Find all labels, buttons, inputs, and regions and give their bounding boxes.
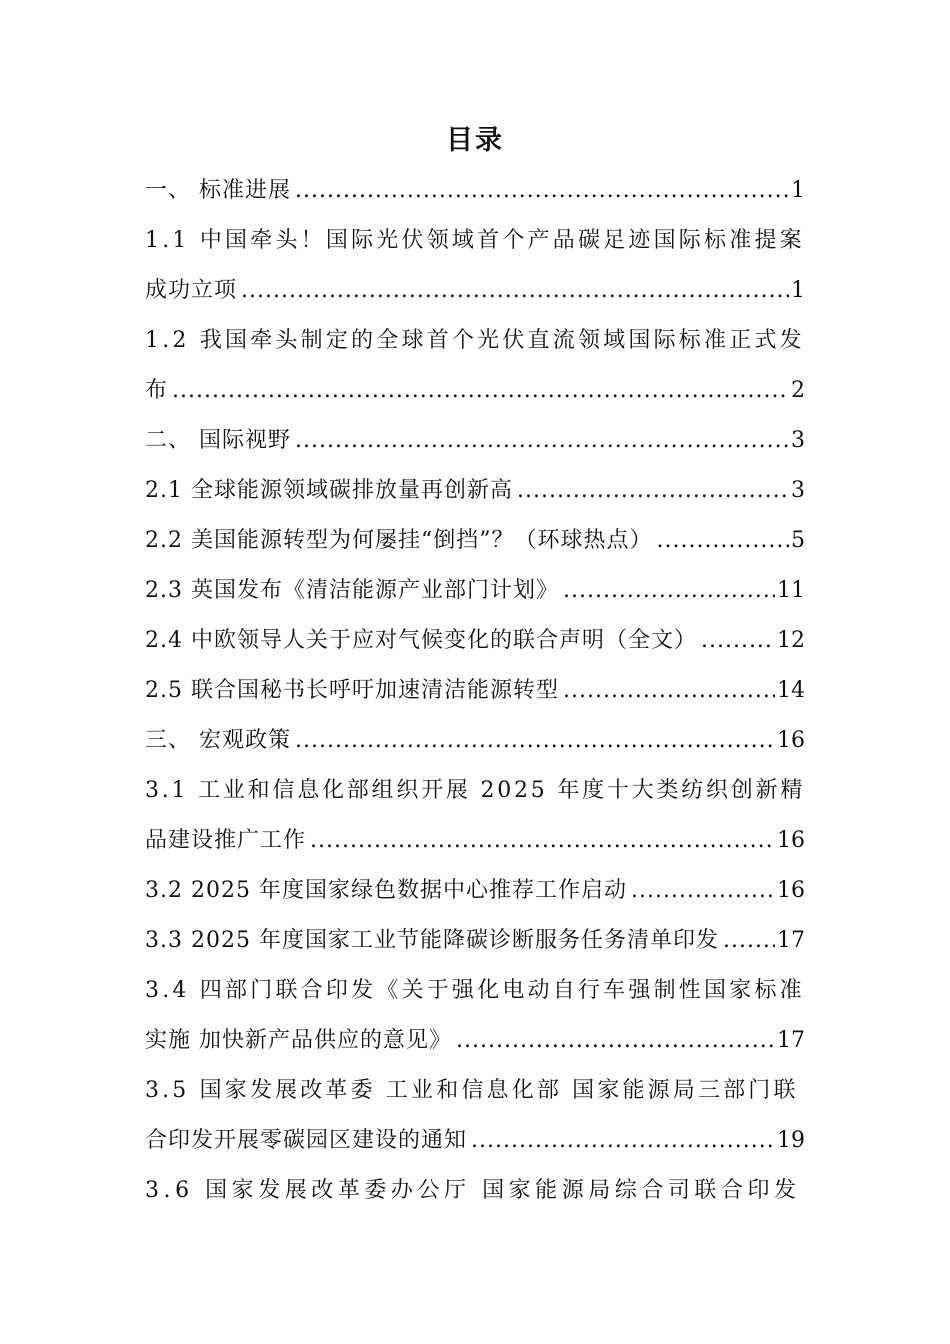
toc-dot-leader	[241, 266, 789, 316]
toc-entry-text: 3.6 国家发展改革委办公厅 国家能源局综合司联合印发	[145, 1178, 801, 1203]
toc-page-number: 14	[777, 678, 805, 703]
toc-entry-text: 布	[145, 378, 169, 403]
toc-page-number: 12	[777, 628, 805, 653]
toc-entry[interactable]	[145, 666, 805, 716]
toc-page-number: 16	[777, 878, 805, 903]
toc-page-number: 2	[791, 378, 805, 403]
toc-dot-leader	[295, 716, 775, 766]
toc-entry[interactable]	[145, 366, 805, 416]
toc-page-number: 3	[791, 428, 805, 453]
toc-entry[interactable]	[145, 716, 805, 766]
toc-dot-leader	[631, 866, 775, 916]
toc-entry-text: 二、 国际视野	[145, 428, 291, 453]
toc-entry[interactable]	[145, 1016, 805, 1066]
toc-page-number: 19	[777, 1128, 805, 1153]
toc-entry-text: 合印发开展零碳园区建设的通知	[145, 1128, 468, 1153]
toc-entry[interactable]	[145, 466, 805, 516]
toc-entry[interactable]	[145, 516, 805, 566]
toc-page-number: 16	[777, 728, 805, 753]
toc-entry-text: 3.3 2025 年度国家工业节能降碳诊断服务任务清单印发	[145, 928, 719, 953]
toc-entry-text: 1.1 中国牵头！国际光伏领域首个产品碳足迹国际标准提案	[145, 228, 805, 253]
toc-entry-text: 2.5 联合国秘书长呼吁加速清洁能源转型	[145, 678, 559, 703]
toc-dot-leader	[656, 516, 789, 566]
toc-entry-text: 2.3 英国发布《清洁能源产业部门计划》	[145, 578, 559, 603]
toc-dot-leader	[456, 1016, 775, 1066]
toc-entry[interactable]	[145, 166, 805, 216]
toc-page-number: 11	[777, 578, 805, 603]
toc-page-number: 5	[791, 528, 805, 553]
table-of-contents	[145, 166, 805, 1216]
toc-entry[interactable]	[145, 866, 805, 916]
toc-page-number: 17	[777, 928, 805, 953]
toc-entry-text: 一、 标准进展	[145, 178, 291, 203]
toc-dot-leader	[723, 916, 775, 966]
toc-entry-text: 实施 加快新产品供应的意见》	[145, 1028, 452, 1053]
toc-entry[interactable]	[145, 316, 805, 366]
toc-page-number: 17	[777, 1028, 805, 1053]
toc-page-number: 16	[777, 828, 805, 853]
toc-entry-text: 2.2 美国能源转型为何屡挂“倒挡”？（环球热点）	[145, 528, 653, 553]
toc-entry-text: 2.1 全球能源领域碳排放量再创新高	[145, 478, 513, 503]
toc-dot-leader	[295, 416, 789, 466]
toc-dot-leader	[471, 1116, 775, 1166]
toc-entry-text: 1.2 我国牵头制定的全球首个光伏直流领域国际标准正式发	[145, 328, 805, 353]
toc-dot-leader	[563, 566, 775, 616]
toc-entry-text: 2.4 中欧领导人关于应对气候变化的联合声明（全文）	[145, 628, 697, 653]
toc-dot-leader	[517, 466, 789, 516]
toc-entry[interactable]	[145, 916, 805, 966]
toc-entry-text: 3.4 四部门联合印发《关于强化电动自行车强制性国家标准	[145, 978, 805, 1003]
toc-dot-leader	[563, 666, 775, 716]
toc-entry-text: 成功立项	[145, 278, 238, 303]
toc-dot-leader	[172, 366, 789, 416]
toc-entry[interactable]	[145, 816, 805, 866]
toc-entry[interactable]	[145, 1116, 805, 1166]
toc-entry[interactable]	[145, 266, 805, 316]
toc-entry[interactable]	[145, 1166, 805, 1216]
toc-entry[interactable]	[145, 616, 805, 666]
toc-entry[interactable]	[145, 416, 805, 466]
toc-title: 目录	[446, 125, 504, 156]
toc-entry-text: 3.2 2025 年度国家绿色数据中心推荐工作启动	[145, 878, 627, 903]
toc-page-number: 3	[791, 478, 805, 503]
toc-entry[interactable]	[145, 566, 805, 616]
toc-entry[interactable]	[145, 216, 805, 266]
toc-page-number: 1	[791, 278, 805, 303]
toc-entry[interactable]	[145, 766, 805, 816]
toc-entry-text: 品建设推广工作	[145, 828, 307, 853]
toc-entry[interactable]	[145, 966, 805, 1016]
toc-entry-text: 3.1 工业和信息化部组织开展 2025 年度十大类纺织创新精	[145, 778, 805, 803]
toc-entry-text: 三、 宏观政策	[145, 728, 291, 753]
toc-dot-leader	[701, 616, 775, 666]
toc-dot-leader	[310, 816, 775, 866]
toc-dot-leader	[295, 166, 789, 216]
toc-page-number: 1	[791, 178, 805, 203]
toc-entry-text: 3.5 国家发展改革委 工业和信息化部 国家能源局三部门联	[145, 1078, 799, 1103]
toc-entry[interactable]	[145, 1066, 805, 1116]
